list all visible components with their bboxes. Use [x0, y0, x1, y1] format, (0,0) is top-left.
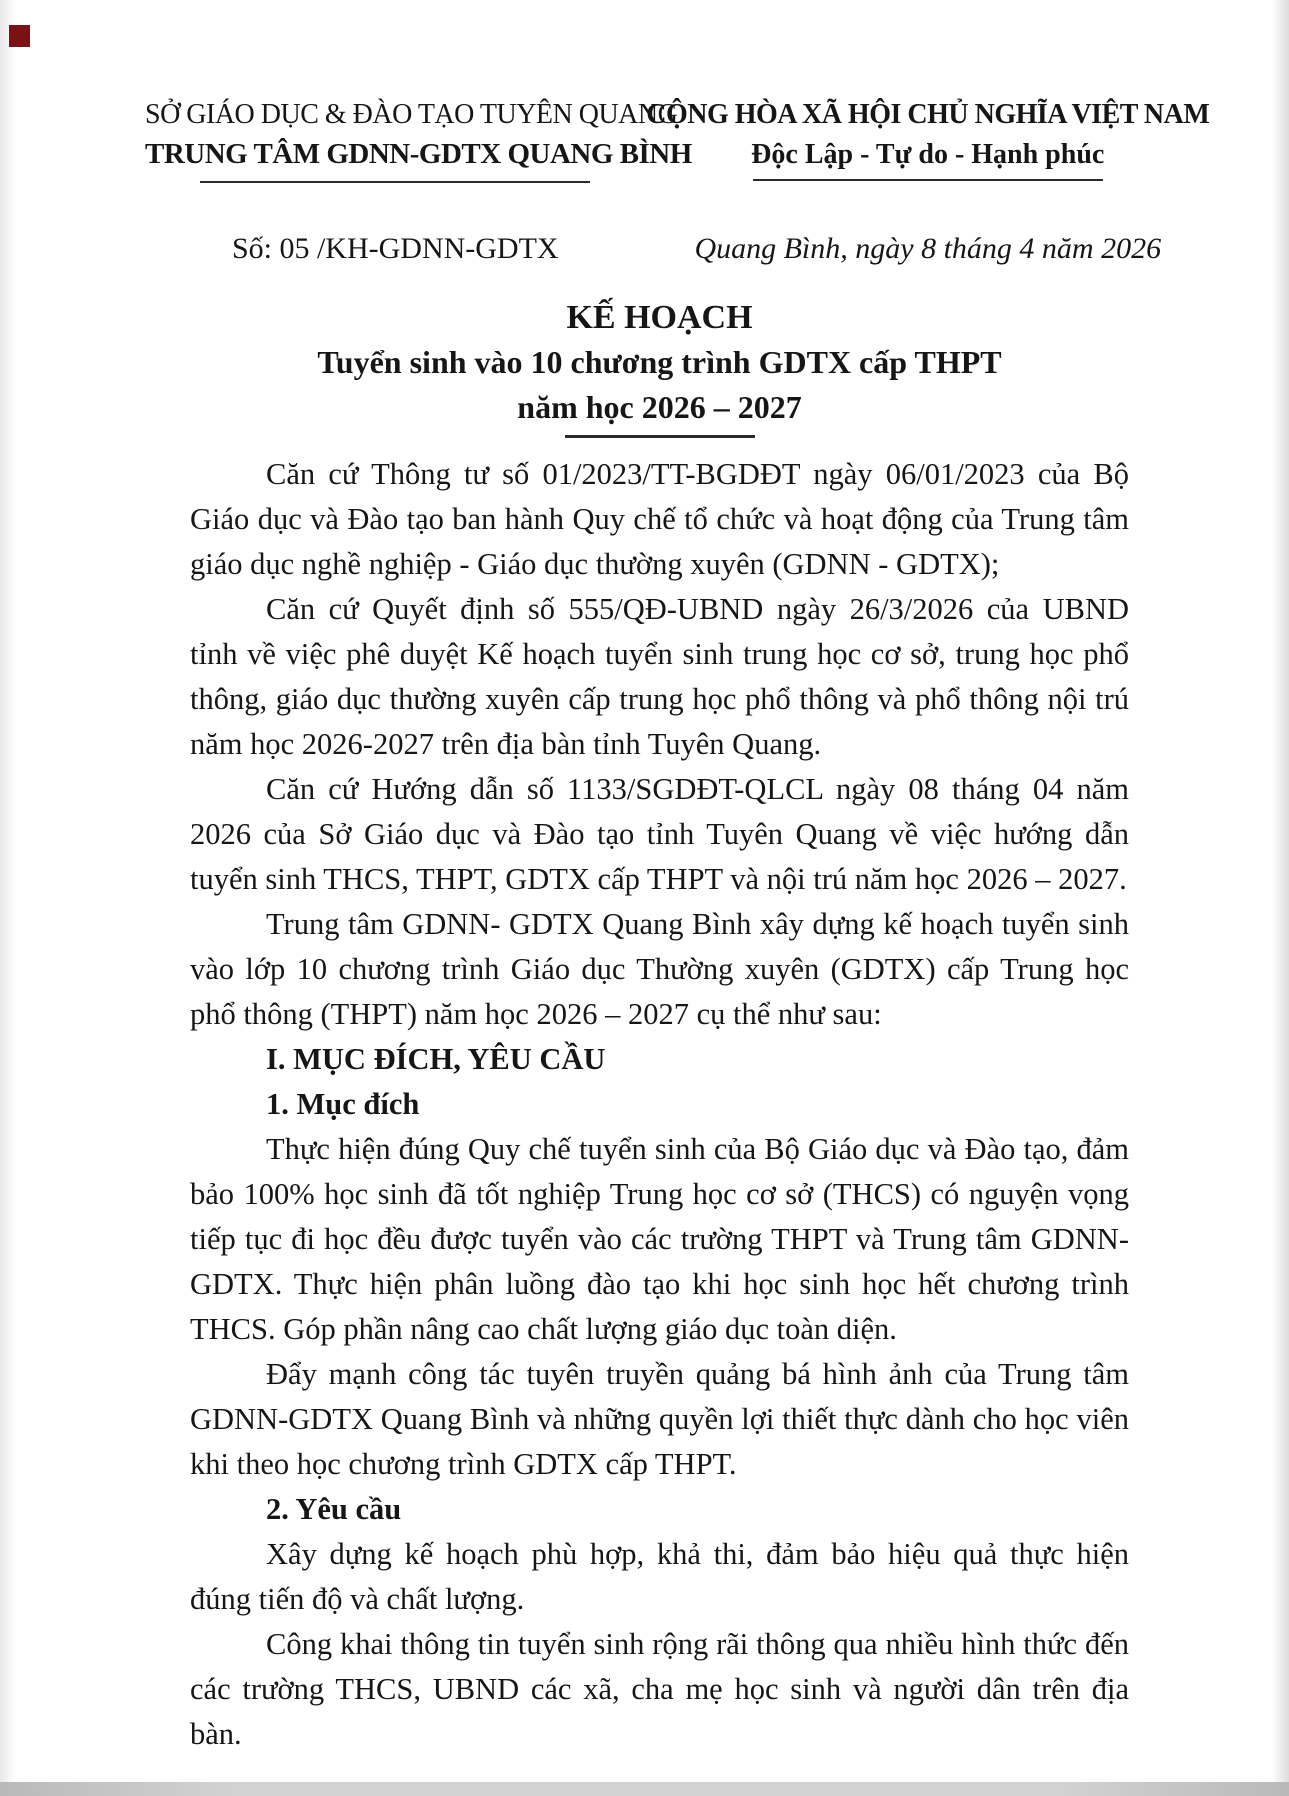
paragraph-requirement-2: Công khai thông tin tuyển sinh rộng rãi thông qua nhiều hình thức đến các trường THCS, UBND các xã, cha mẹ học sinh và người dân trên địa bàn.: [190, 1627, 1129, 1751]
header-national-block: [646, 96, 1210, 183]
paragraph-plan-intro: Trung tâm GDNN- GDTX Quang Bình xây dựng kế hoạch tuyển sinh vào lớp 10 chương trình Giáo dục Thường xuyên (GDTX) cấp Trung học phổ thông (THPT) năm học 2026 – 2027 cụ thể như sau:: [190, 907, 1129, 1031]
document-meta-row: [0, 229, 1289, 269]
center-name: TRUNG TÂM GDNN-GDTX QUANG BÌNH: [145, 138, 692, 170]
national-motto: Độc Lập - Tự do - Hạnh phúc: [751, 139, 1105, 170]
document-school-year: năm học 2026 – 2027: [517, 389, 802, 425]
document-body: [0, 452, 1289, 1757]
paragraph-requirement-1: Xây dựng kế hoạch phù hợp, khả thi, đảm bảo hiệu quả thực hiện đúng tiến độ và chất lượng.: [190, 1537, 1129, 1616]
place-and-date: Quang Bình, ngày 8 tháng 4 năm 2026: [694, 232, 1162, 265]
document-header: [0, 96, 1289, 183]
paragraph-purpose-2: Đẩy mạnh công tác tuyên truyền quảng bá hình ảnh của Trung tâm GDNN-GDTX Quang Bình và những quyền lợi thiết thực dành cho học viên khi theo học chương trình GDTX cấp THPT.: [190, 1357, 1129, 1481]
paragraph-legal-basis-guideline: Căn cứ Hướng dẫn số 1133/SGDĐT-QLCL ngày 08 tháng 04 năm 2026 của Sở Giáo dục và Đào tạo tỉnh Tuyên Quang về việc hướng dẫn tuyển sinh THCS, THPT, GDTX cấp THPT và nội trú năm học 2026 – 2027.: [190, 772, 1129, 896]
header-issuing-agency-block: [145, 96, 692, 183]
subheading-requirements: 2. Yêu cầu: [266, 1492, 402, 1526]
document-subtitle: Tuyển sinh vào 10 chương trình GDTX cấp THPT: [317, 344, 1002, 380]
scan-edge-bottom: [0, 1782, 1289, 1796]
title-underline: [565, 435, 755, 438]
national-title: CỘNG HÒA XÃ HỘI CHỦ NGHĨA VIỆT NAM: [646, 99, 1210, 130]
issuing-agency-name: SỞ GIÁO DỤC & ĐÀO TẠO TUYÊN QUANG: [145, 99, 678, 130]
document-title-block: [190, 295, 1129, 438]
document-number: Số: 05 /KH-GDNN-GDTX: [231, 232, 559, 265]
section-heading-purpose-requirements: I. MỤC ĐÍCH, YÊU CẦU: [266, 1042, 606, 1076]
paragraph-legal-basis-circular: Căn cứ Thông tư số 01/2023/TT-BGDĐT ngày 06/01/2023 của Bộ Giáo dục và Đào tạo ban hành Quy chế tổ chức và hoạt động của Trung tâm giáo dục nghề nghiệp - Giáo dục thường xuyên (GDNN - GDTX);: [190, 457, 1129, 581]
subheading-purpose: 1. Mục đích: [266, 1087, 420, 1121]
document-title: KẾ HOẠCH: [566, 299, 753, 336]
paragraph-purpose-1: Thực hiện đúng Quy chế tuyển sinh của Bộ Giáo dục và Đào tạo, đảm bảo 100% học sinh đã tốt nghiệp Trung học cơ sở (THCS) có nguyện vọng tiếp tục đi học đều được tuyển vào các trường THPT và Trung tâm GDNN-GDTX. Thực hiện phân luồng đào tạo khi học sinh học hết chương trình THCS. Góp phần nâng cao chất lượng giáo dục toàn diện.: [190, 1132, 1129, 1346]
paragraph-legal-basis-decision: Căn cứ Quyết định số 555/QĐ-UBND ngày 26/3/2026 của UBND tỉnh về việc phê duyệt Kế hoạch tuyển sinh trung học cơ sở, trung học phổ thông, giáo dục thường xuyên cấp trung học phổ thông và phổ thông nội trú năm học 2026-2027 trên địa bàn tỉnh Tuyên Quang.: [190, 592, 1129, 761]
header-left-underline: [200, 181, 590, 183]
header-right-underline: [753, 179, 1103, 181]
